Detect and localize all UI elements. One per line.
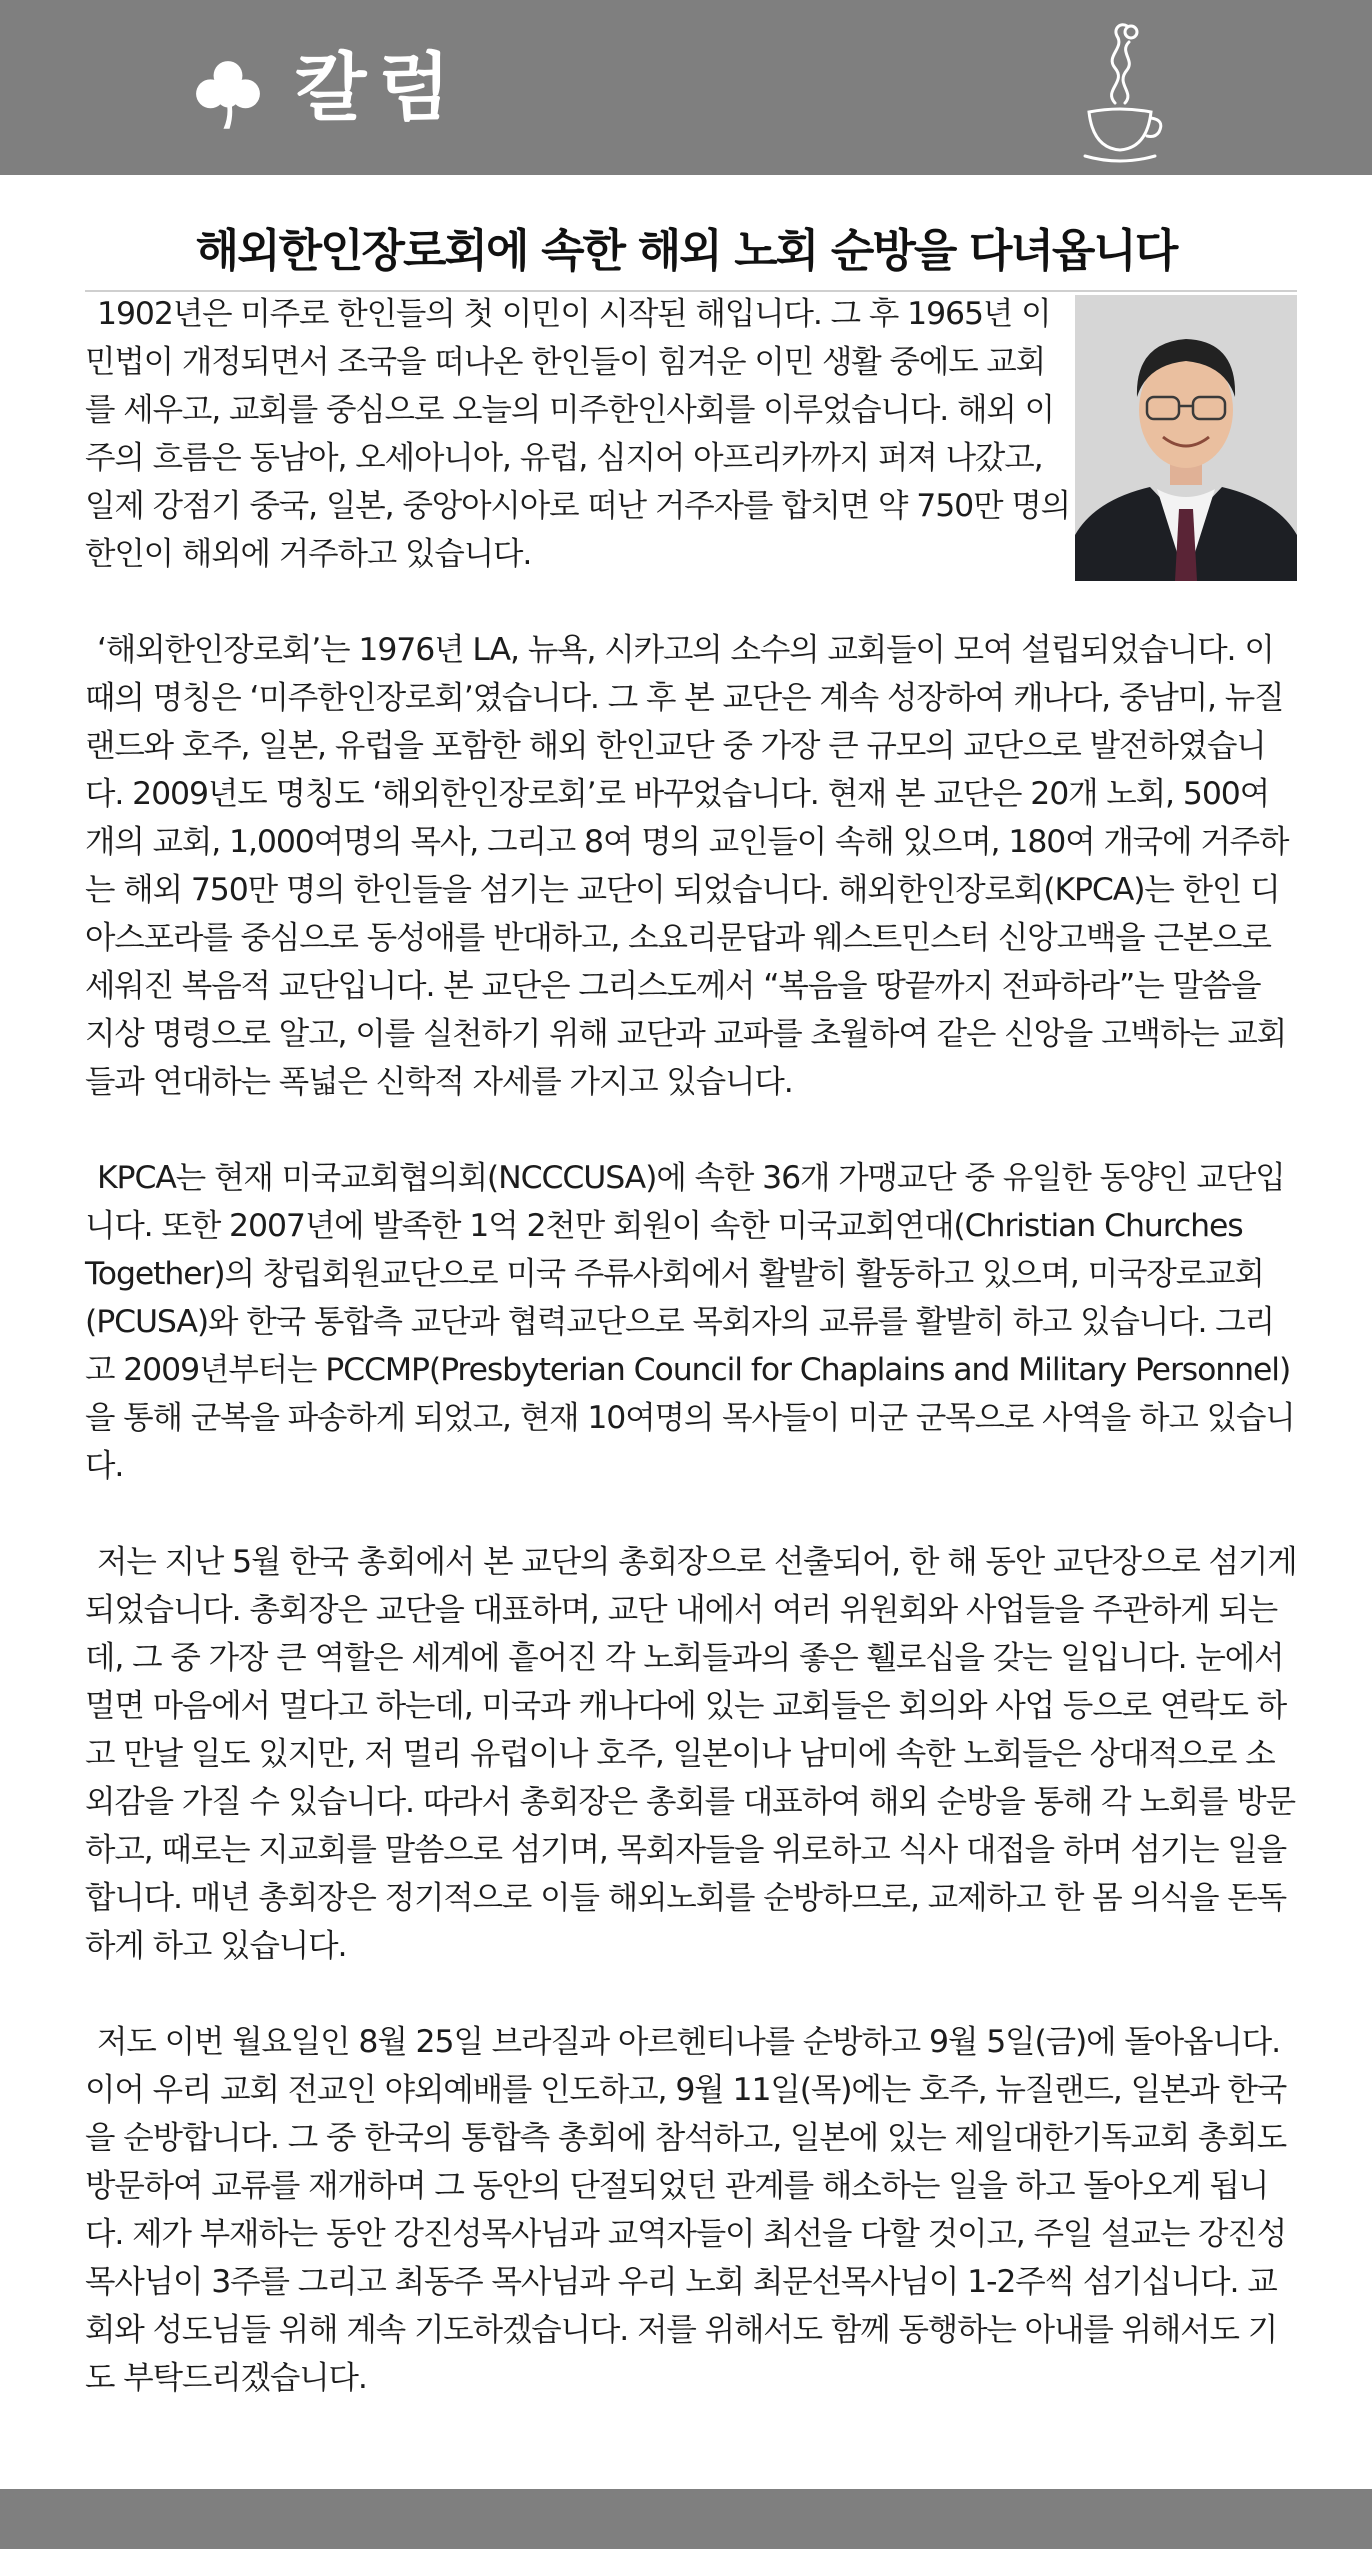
section-title: 칼럼 — [295, 45, 462, 131]
teacup-steam-icon — [1075, 8, 1165, 168]
article-title: 해외한인장로회에 속한 해외 노회 순방을 다녀옵니다 — [195, 224, 1177, 277]
footer-bar — [0, 2489, 1372, 2549]
article-paragraph: 1902년은 미주로 한인들의 첫 이민이 시작된 해입니다. 그 후 1965년 이민법이 개정되면서 조국을 떠나온 한인들이 힘겨운 이민 생활 중에도 교회를 세우고, 교회를 중심으로 오늘의 미주한인사회를 이루었습니다. 해외 이주의 흐름은 동남아, 오세아니아, 유럽, 심지어 아프리카까지 퍼져 나갔고, 일제 강점기 중국, 일본, 중앙아시아로 떠난 거주자를 합치면 약 750만 명의 한인이 해외에 거주하고 있습니다. — [85, 296, 1070, 572]
article-paragraph: 저도 이번 월요일인 8월 25일 브라질과 아르헨티나를 순방하고 9월 5일(금)에 돌아옵니다. 이어 우리 교회 전교인 야외예배를 인도하고, 9월 11일(목)에는 호주, 뉴질랜드, 일본과 한국을 순방합니다. 그 중 한국의 통합측 총회에 참석하고, 일본에 있는 제일대한기독교회 총회도 방문하여 교류를 재개하며 그 동안의 단절되었던 관계를 해소하는 일을 하고 돌아오게 됩니다. 제가 부재하는 동안 강진성목사님과 교역자들이 최선을 다할 것이고, 주일 설교는 강진성목사님이 3주를 그리고 최동주 목사님과 우리 노회 최문선목사님이 1-2주씩 섬기십니다. 교회와 성도님들 위해 계속 기도하겠습니다. 저를 위해서도 함께 동행하는 아내를 위해서도 기도 부탁드리겠습니다. — [85, 2024, 1287, 2396]
clover-icon — [190, 55, 266, 131]
article-paragraph: KPCA는 현재 미국교회협의회(NCCCUSA)에 속한 36개 가맹교단 중 유일한 동양인 교단입니다. 또한 2007년에 발족한 1억 2천만 회원이 속한 미국교회연대(Christian Churches Together)의 창립회원교단으로 미국 주류사회에서 활발히 활동하고 있으며, 미국장로교회(PCUSA)와 한국 통합측 교단과 협력교단으로 목회자의 교류를 활발히 하고 있습니다. 그리고 2009년부터는 PCCMP(Presbyterian Council for Chaplains and Military Personnel)을 통해 군복을 파송하게 되었고, 현재 10여명의 목사들이 미군 군목으로 사역을 하고 있습니다. — [85, 1160, 1295, 1484]
article-body — [85, 290, 1297, 2402]
article-paragraph: ‘해외한인장로회’는 1976년 LA, 뉴욕, 시카고의 소수의 교회들이 모여 설립되었습니다. 이때의 명칭은 ‘미주한인장로회’였습니다. 그 후 본 교단은 계속 성장하여 캐나다, 중남미, 뉴질랜드와 호주, 일본, 유럽을 포함한 해외 한인교단 중 가장 큰 규모의 교단으로 발전하였습니다. 2009년도 명칭도 ‘해외한인장로회’로 바꾸었습니다. 현재 본 교단은 20개 노회, 500여개의 교회, 1,000여명의 목사, 그리고 8여 명의 교인들이 속해 있으며, 180여 개국에 거주하는 해외 750만 명의 한인들을 섬기는 교단이 되었습니다. 해외한인장로회(KPCA)는 한인 디아스포라를 중심으로 동성애를 반대하고, 소요리문답과 웨스트민스터 신앙고백을 근본으로 세워진 복음적 교단입니다. 본 교단은 그리스도께서 “복음을 땅끝까지 전파하라”는 말씀을 지상 명령으로 알고, 이를 실천하기 위해 교단과 교파를 초월하여 같은 신앙을 고백하는 교회들과 연대하는 폭넓은 신학적 자세를 가지고 있습니다. — [85, 632, 1289, 1100]
article-paragraph: 저는 지난 5월 한국 총회에서 본 교단의 총회장으로 선출되어, 한 해 동안 교단장으로 섬기게 되었습니다. 총회장은 교단을 대표하며, 교단 내에서 여러 위원회와 사업들을 주관하게 되는데, 그 중 가장 큰 역할은 세계에 흩어진 각 노회들과의 좋은 휄로십을 갖는 일입니다. 눈에서 멀면 마음에서 멀다고 하는데, 미국과 캐나다에 있는 교회들은 회의와 사업 등으로 연락도 하고 만날 일도 있지만, 저 멀리 유럽이나 호주, 일본이나 남미에 속한 노회들은 상대적으로 소외감을 가질 수 있습니다. 따라서 총회장은 총회를 대표하여 해외 순방을 통해 각 노회를 방문하고, 때로는 지교회를 말씀으로 섬기며, 목회자들을 위로하고 식사 대접을 하며 섬기는 일을 합니다. 매년 총회장은 정기적으로 이들 해외노회를 순방하므로, 교제하고 한 몸 의식을 돈독하게 하고 있습니다. — [85, 1544, 1297, 1964]
header-bar — [0, 0, 1372, 175]
